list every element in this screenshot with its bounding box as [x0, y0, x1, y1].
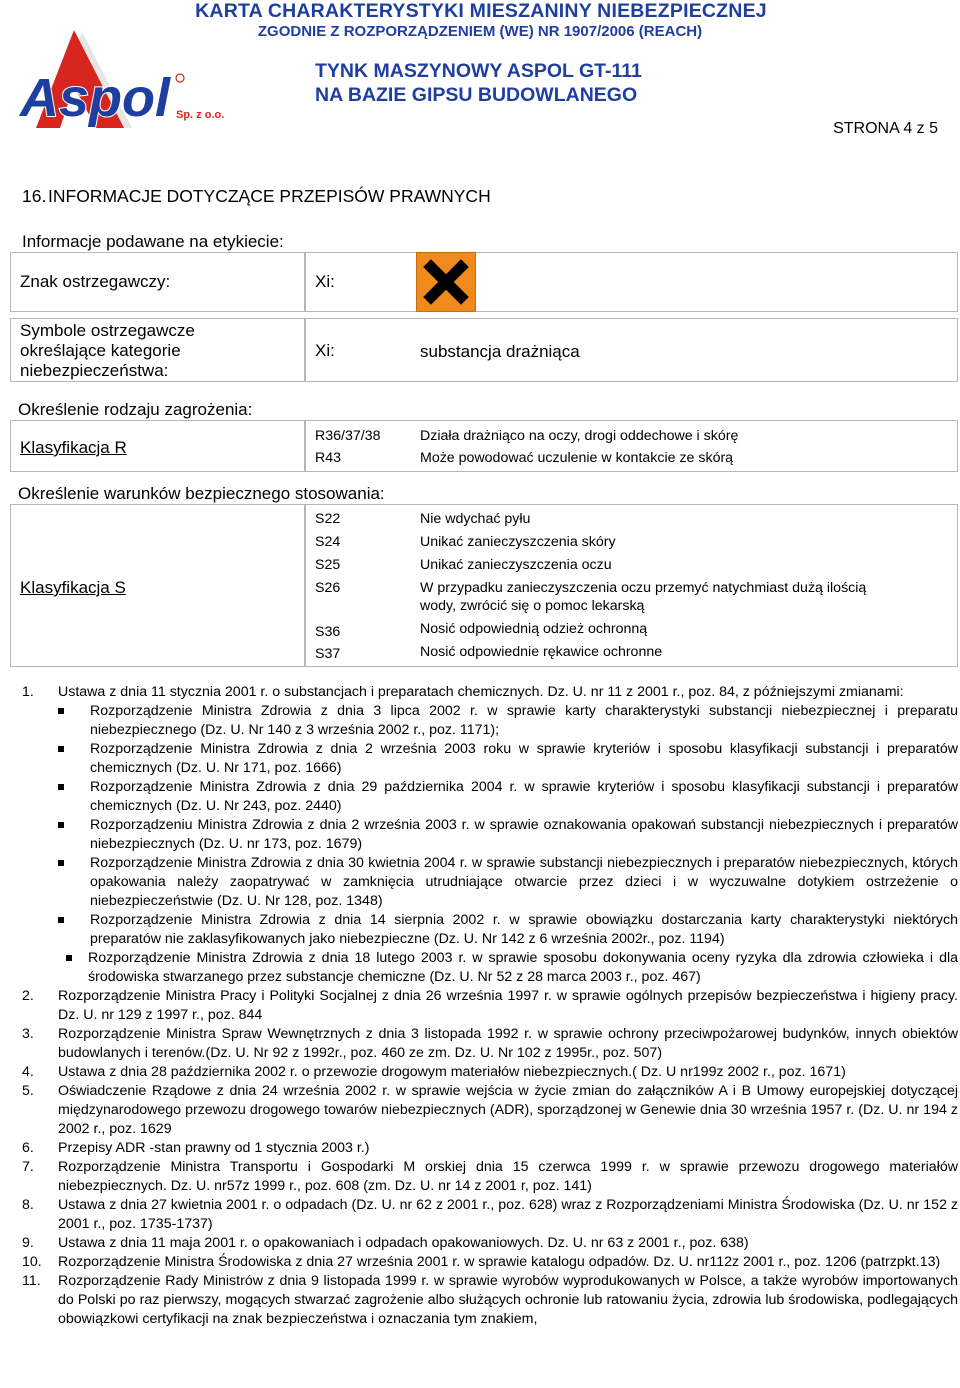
symbols-label-line2: określające kategorie [20, 341, 181, 360]
section-number: 16. [22, 186, 47, 206]
s-text-5: Nosić odpowiednią odzież ochronną [420, 621, 648, 637]
document-title: KARTA CHARAKTERYSTYKI MIESZANINY NIEBEZPIECZNEJ [195, 0, 767, 22]
bullet-item: Rozporządzenie Ministra Zdrowia z dnia 3 lipca 2002 r. w sprawie karty charakterystyki substancji niebezpiecznej i preparatu niebezpiecznego (Dz. U. Nr 140 z 3 września 2002 r., poz. 1171); [22, 702, 958, 740]
list-item [22, 1196, 958, 1234]
s-text-1: Nie wdychać pyłu [420, 511, 531, 527]
safety-heading: Określenie warunków bezpiecznego stosowania: [18, 484, 385, 503]
warning-code: Xi: [315, 272, 335, 291]
bullet-item: Rozporządzenie Ministra Zdrowia z dnia 29 października 2004 r. w sprawie kryteriów i sposobu klasyfikacji substancji i preparatów chemicznych (Dz. U. Nr 243, poz. 2440) [22, 778, 958, 816]
symbols-value-cell [305, 318, 958, 382]
list-item-number: 3. [22, 1026, 34, 1042]
list-item-text: Ustawa z dnia 11 stycznia 2001 r. o substancjach i preparatach chemicznych. Dz. U. nr 11 z 2001 r., poz. 84, z późniejszymi zmianami: [58, 684, 904, 700]
section-title [22, 186, 491, 207]
list-item [22, 1082, 958, 1139]
s-code-1: S22 [315, 511, 341, 527]
legal-acts-list [22, 683, 958, 1329]
list-item [22, 1063, 958, 1082]
list-item-text: Ustawa z dnia 27 kwietnia 2001 r. o odpadach (Dz. U. nr 62 z 2001 r., poz. 628) wraz z Rozporządzeniami Ministra Środowiska (Dz. U. nr 152 z 2001 r., poz. 1735-1737) [58, 1197, 958, 1232]
list-item-number: 11. [22, 1273, 41, 1289]
r-code-2: R43 [315, 450, 342, 466]
list-item [22, 683, 958, 702]
s-code-4: S26 [315, 580, 341, 596]
product-name: TYNK MASZYNOWY ASPOL GT-111 [315, 60, 642, 82]
list-item-text: Oświadczenie Rządowe z dnia 24 września 2002 r. w sprawie wejścia w życie zmian do załączników A i B Umowy europejskiej dotyczącej międzynarodowego przewozu drogowego towarów niebezpiecznych (ADR), sporządzonej w Genewie dnia 30 września 1957 r. (Dz. U. nr 194 z 2002 r., poz. 1629 [58, 1083, 958, 1137]
s-text-3: Unikać zanieczyszczenia oczu [420, 557, 612, 573]
list-item [22, 1272, 958, 1329]
s-text-4b: wody, zwrócić się o pomoc lekarską [420, 598, 645, 614]
list-item-number: 9. [22, 1235, 34, 1251]
list-item-number: 4. [22, 1064, 34, 1080]
bullet-item: Rozporządzenie Ministra Zdrowia z dnia 2 września 2003 roku w sprawie kryteriów i sposobu klasyfikacji substancji i preparatów chemicznych (Dz. U. Nr 171, poz. 1666) [22, 740, 958, 778]
s-text-4: W przypadku zanieczyszczenia oczu przemyć natychmiast dużą ilością [420, 580, 867, 596]
symbols-label-line1: Symbole ostrzegawcze [20, 321, 195, 340]
list-item-text: Rozporządzenie Rady Ministrów z dnia 9 listopada 1999 r. w sprawie wyrobów wyprodukowanych w Polsce, a także wyrobów importowanych do Polski po raz pierwszy, mogących stwarzać zagrożenie albo służących ochronie lub ratowaniu życia, zdrowia lub środowiska, podlegających obowiązkowi certyfikacji na znak bezpieczeństwa i oznaczania tym znakiem, [58, 1273, 958, 1327]
list-item [22, 1158, 958, 1196]
company-logo [14, 30, 236, 130]
list-item-text: Rozporządzenie Ministra Środowiska z dnia 27 września 2001 r. w sprawie katalogu odpadów. Dz. U. nr112z 2001 r., poz. 1206 (patrzpkt.13) [58, 1254, 941, 1270]
symbols-desc: substancja drażniąca [420, 342, 580, 361]
list-item [22, 1139, 958, 1158]
warning-sign-cell [305, 252, 958, 312]
section-title-text: INFORMACJE DOTYCZĄCE PRZEPISÓW PRAWNYCH [48, 186, 491, 206]
s-text-2: Unikać zanieczyszczenia skóry [420, 534, 616, 550]
list-item [22, 1253, 958, 1272]
threat-class-label: Klasyfikacja R [20, 438, 127, 457]
list-item-text: Przepisy ADR -stan prawny od 1 stycznia 2003 r.) [58, 1140, 370, 1156]
product-base: NA BAZIE GIPSU BUDOWLANEGO [315, 84, 638, 106]
bullet-item: Rozporządzeniu Ministra Zdrowia z dnia 2 września 2003 r. w sprawie oznakowania opakowań substancji niebezpiecznych i preparatów niebezpiecznych (Dz. U. nr 173, poz. 1679) [22, 816, 958, 854]
logo-wordmark: Aspol [20, 68, 171, 128]
s-text-6: Nosić odpowiednie rękawice ochronne [420, 644, 663, 660]
threat-heading: Określenie rodzaju zagrożenia: [18, 400, 253, 419]
symbols-code: Xi: [315, 341, 335, 360]
list-item [22, 987, 958, 1025]
hazard-x-icon [416, 252, 476, 312]
list-item-number: 10. [22, 1254, 42, 1270]
bullet-item: Rozporządzenie Ministra Zdrowia z dnia 30 kwietnia 2004 r. w sprawie substancji niebezpiecznych i preparatów niebezpiecznych, których opakowania należy zaopatrywać w zamknięcia utrudniające otwarcie przez dzieci i w wyczuwalne dotykiem ostrzeżenie o niebezpieczeństwie (Dz. U. Nr 128, poz. 1348) [22, 854, 958, 911]
list-item-number: 2. [22, 988, 34, 1004]
list-item [22, 1025, 958, 1063]
registered-mark-icon [176, 74, 184, 82]
logo-subtitle: Sp. z o.o. [176, 109, 225, 121]
warning-label: Znak ostrzegawczy: [20, 272, 171, 291]
safety-class-label: Klasyfikacja S [20, 578, 126, 597]
bullet-item: Rozporządzenie Ministra Zdrowia z dnia 14 sierpnia 2002 r. w sprawie obowiązku dostarczania karty charakterystyki niektórych preparatów nie zaklasyfikowanych jako niebezpieczne (Dz. U. Nr 142 z 6 września 2002r., poz. 1194) [22, 911, 958, 949]
list-item-number: 7. [22, 1159, 34, 1175]
r-code-1: R36/37/38 [315, 428, 381, 444]
list-item-number: 5. [22, 1083, 34, 1099]
s-code-2: S24 [315, 534, 341, 550]
bullet-item: Rozporządzenie Ministra Zdrowia z dnia 18 lutego 2003 r. w sprawie sposobu dokonywania oceny ryzyka dla zdrowia człowieka i dla środowiska stwarzanego przez substancje chemiczne (Dz. U. Nr 52 z 28 marca 2003 r., poz. 467) [22, 949, 958, 987]
s-code-3: S25 [315, 557, 341, 573]
list-item-text: Ustawa z dnia 28 października 2002 r. o przewozie drogowym materiałów niebezpiecznych.( Dz. U nr199z 2002 r., poz. 1671) [58, 1064, 846, 1080]
list-item-number: 8. [22, 1197, 34, 1213]
r-text-2: Może powodować uczulenie w kontakcie ze skórą [420, 450, 734, 466]
list-item-text: Rozporządzenie Ministra Pracy i Polityki Socjalnej z dnia 26 września 1997 r. w sprawie ogólnych przepisów bezpieczeństwa i higieny pracy. Dz. U. nr 129 z 1997 r., poz. 844 [58, 988, 958, 1023]
page-number: STRONA 4 z 5 [833, 120, 938, 137]
s-code-6: S37 [315, 646, 341, 662]
list-item-text: Rozporządzenie Ministra Spraw Wewnętrznych z dnia 3 listopada 1992 r. w sprawie ochrony przeciwpożarowej budynków, innych obiektów budowlanych i terenów.(Dz. U. Nr 92 z 1992r., poz. 460 ze zm. Dz. U. Nr 102 z 1995r., poz. 507) [58, 1026, 958, 1061]
list-item-number: 1. [22, 684, 34, 700]
list-item-text: Rozporządzenie Ministra Transportu i Gospodarki M orskiej dnia 15 czerwca 1999 r. w sprawie przewozu drogowego materiałów niebezpiecznych. Dz. U. nr57z 1999 r., poz. 608 (zm. Dz. U. nr 14 z 2001 r, poz. 141) [58, 1159, 958, 1194]
list-item-number: 6. [22, 1140, 34, 1156]
s-code-5: S36 [315, 624, 341, 640]
list-item-text: Ustawa z dnia 11 maja 2001 r. o opakowaniach i odpadach opakowaniowych. Dz. U. nr 63 z 2001 r., poz. 638) [58, 1235, 749, 1251]
list-item [22, 1234, 958, 1253]
symbols-label-line3: niebezpieczeństwa: [20, 361, 169, 380]
document-subtitle: ZGODNIE Z ROZPORZĄDZENIEM (WE) NR 1907/2006 (REACH) [257, 23, 703, 40]
label-info-heading: Informacje podawane na etykiecie: [22, 232, 284, 251]
r-text-1: Działa drażniąco na oczy, drogi oddechowe i skórę [420, 428, 739, 444]
